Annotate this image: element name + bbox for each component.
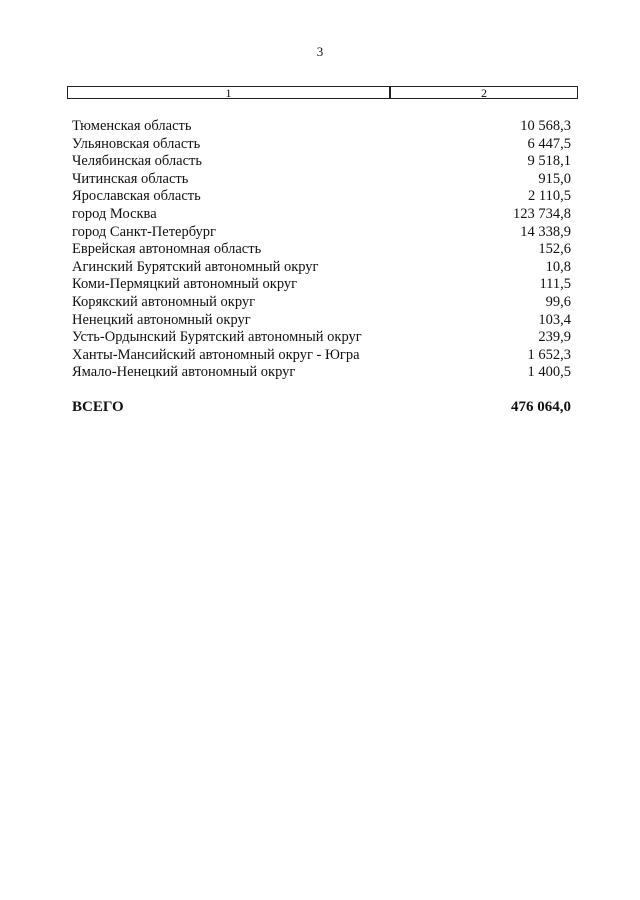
table-row (72, 153, 571, 171)
region-name: Агинский Бурятский автономный округ (72, 258, 319, 275)
table-row (72, 294, 571, 312)
table-row (72, 118, 571, 136)
region-name: Челябинская область (72, 153, 202, 170)
table-row (72, 188, 571, 206)
region-value: 1 652,3 (527, 346, 571, 363)
total-row (72, 397, 571, 417)
region-name: Тюменская область (72, 118, 192, 134)
region-value: 9 518,1 (527, 153, 571, 170)
region-value: 2 110,5 (528, 188, 571, 205)
table-row (72, 347, 571, 365)
region-name: Усть-Ордынский Бурятский автономный округ (72, 329, 362, 346)
region-name: Коми-Пермяцкий автономный округ (72, 276, 298, 293)
region-value: 103,4 (538, 311, 571, 328)
region-list (72, 118, 571, 382)
region-value: 152,6 (538, 241, 571, 258)
region-value: 14 338,9 (520, 223, 571, 240)
table-header (67, 86, 578, 99)
table-row (72, 329, 571, 347)
region-value: 6 447,5 (527, 135, 571, 152)
region-value: 915,0 (538, 170, 571, 187)
region-name: город Москва (72, 205, 157, 222)
table-row (72, 276, 571, 294)
region-value: 1 400,5 (527, 364, 571, 381)
page-number: 3 (316, 44, 324, 59)
region-name: Ханты-Мансийский автономный округ - Югра (72, 346, 360, 363)
table-row (72, 259, 571, 277)
region-value: 239,9 (538, 329, 571, 346)
region-value: 10,8 (545, 258, 571, 275)
table-row (72, 136, 571, 154)
table-row (72, 171, 571, 189)
region-name: город Санкт-Петербург (72, 223, 217, 240)
region-name: Ненецкий автономный округ (72, 311, 251, 328)
region-name: Читинская область (72, 170, 189, 187)
region-value: 123 734,8 (513, 205, 571, 222)
region-value: 111,5 (539, 276, 571, 293)
table-header-col2: 2 (481, 86, 487, 100)
region-name: Корякский автономный округ (72, 293, 256, 310)
table-row (72, 364, 571, 382)
region-value: 10 568,3 (520, 118, 571, 134)
total-label: ВСЕГО (72, 399, 124, 415)
total-value: 476 064,0 (511, 399, 571, 415)
region-value: 99,6 (545, 293, 571, 310)
table-header-col1: 1 (68, 87, 391, 98)
table-row (72, 224, 571, 242)
table-row (72, 312, 571, 330)
region-name: Ярославская область (72, 188, 201, 205)
region-name: Ульяновская область (72, 135, 201, 152)
region-name: Еврейская автономная область (72, 241, 262, 258)
table-row (72, 241, 571, 259)
region-name: Ямало-Ненецкий автономный округ (72, 364, 296, 381)
table-row (72, 206, 571, 224)
